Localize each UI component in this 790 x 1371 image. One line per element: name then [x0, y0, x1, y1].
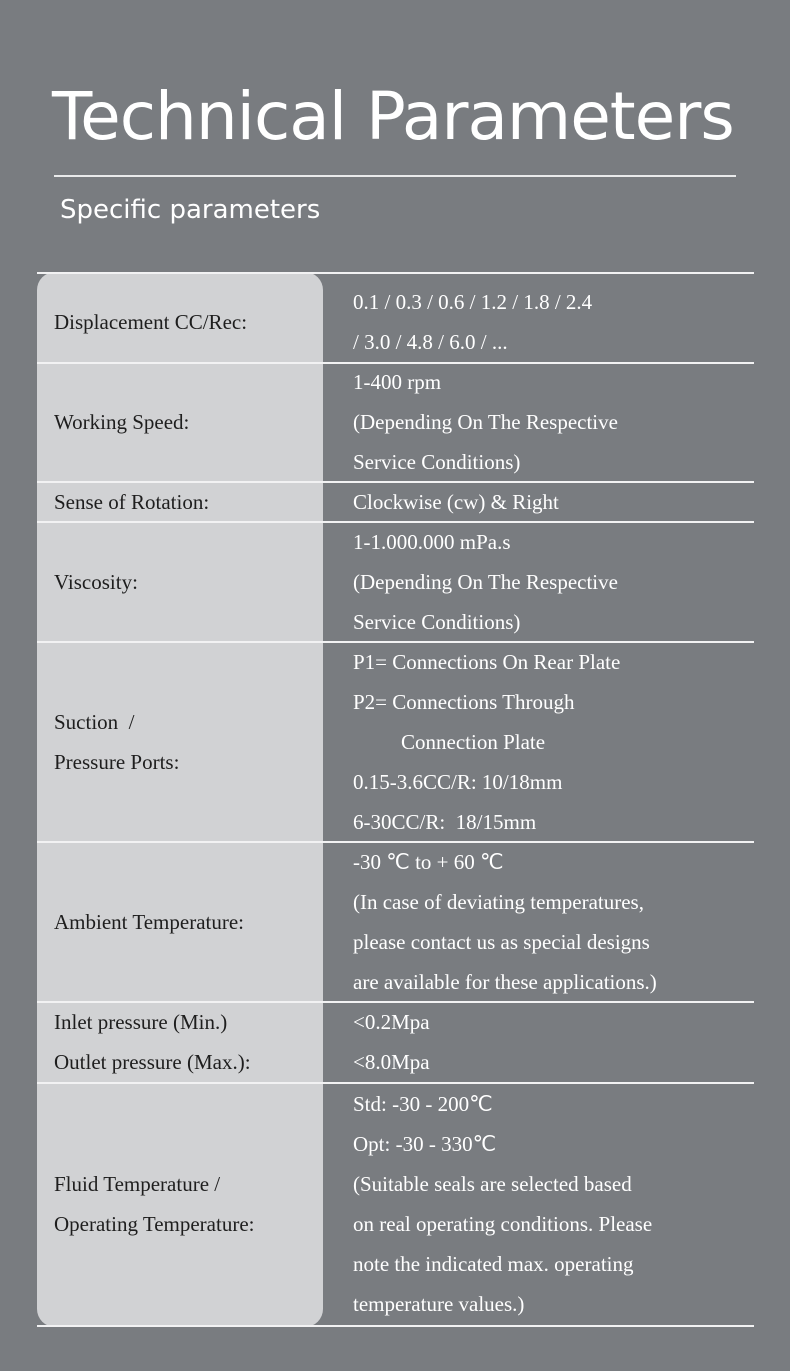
param-label: [54, 1002, 251, 1082]
param-value-line: note the indicated max. operating: [353, 1252, 634, 1276]
param-value-line: (Suitable seals are selected based: [353, 1172, 632, 1196]
param-row-sense-of-rotation: [37, 482, 754, 522]
param-value-line: 1-400 rpm: [353, 370, 442, 394]
param-row-ambient-temperature: [37, 842, 754, 1002]
param-label-line: Ambient Temperature:: [54, 910, 244, 934]
param-label: [54, 1082, 254, 1326]
param-row-fluid-temperature: [37, 1082, 754, 1326]
table-bottom-rule: [37, 1325, 754, 1327]
param-value: [353, 642, 620, 842]
param-label-line: Viscosity:: [54, 570, 138, 594]
section-subtitle: Specific parameters: [60, 195, 321, 225]
param-value-line: please contact us as special designs: [353, 930, 650, 954]
param-value: [353, 282, 592, 362]
param-value: [353, 522, 618, 642]
param-value: [353, 482, 559, 522]
param-value-line: P1= Connections On Rear Plate: [353, 650, 621, 674]
param-value-line: (Depending On The Respective: [353, 410, 618, 434]
param-value: [353, 1082, 652, 1326]
param-row-displacement: [37, 282, 754, 362]
param-value-line: P2= Connections Through: [353, 690, 575, 714]
param-value-line: (In case of deviating temperatures,: [353, 890, 644, 914]
param-value-line: are available for these applications.): [353, 970, 657, 994]
param-label-line: Outlet pressure (Max.):: [54, 1050, 251, 1074]
param-value-line: on real operating conditions. Please: [353, 1212, 653, 1236]
param-value-line: 0.1 / 0.3 / 0.6 / 1.2 / 1.8 / 2.4: [353, 290, 593, 314]
param-label-line: Inlet pressure (Min.): [54, 1010, 228, 1034]
param-row-suction-pressure-ports: [37, 642, 754, 842]
param-value: [353, 362, 618, 482]
param-value-line: Std: -30 - 200℃: [353, 1092, 493, 1116]
param-label-line: Working Speed:: [54, 410, 190, 434]
param-value-line: Connection Plate: [401, 730, 546, 754]
param-value-line: 0.15-3.6CC/R: 10/18mm: [353, 770, 563, 794]
param-value-line: <8.0Mpa: [353, 1050, 430, 1074]
param-row-working-speed: [37, 362, 754, 482]
param-value-line: (Depending On The Respective: [353, 570, 618, 594]
param-label: [54, 362, 189, 482]
param-value: [353, 1002, 430, 1082]
page-title: Technical Parameters: [52, 78, 734, 155]
param-label-line: Operating Temperature:: [54, 1212, 255, 1236]
title-divider: [54, 175, 736, 177]
param-label-line: Pressure Ports:: [54, 750, 180, 774]
param-value-line: temperature values.): [353, 1292, 525, 1316]
param-row-viscosity: [37, 522, 754, 642]
param-value-line: Clockwise (cw) & Right: [353, 490, 559, 514]
table-top-rule: [37, 272, 754, 274]
param-label: [54, 842, 244, 1002]
param-value-line: Service Conditions): [353, 610, 521, 634]
param-value-line: / 3.0 / 4.8 / 6.0 / ...: [353, 330, 508, 354]
param-label: [54, 482, 209, 522]
param-label-line: Fluid Temperature /: [54, 1172, 221, 1196]
param-value-line: 6-30CC/R: 18/15mm: [353, 810, 537, 834]
param-label: [54, 642, 179, 842]
param-label-line: Displacement CC/Rec:: [54, 310, 248, 334]
param-value-line: <0.2Mpa: [353, 1010, 430, 1034]
param-value-line: Service Conditions): [353, 450, 521, 474]
param-value-line: 1-1.000.000 mPa.s: [353, 530, 511, 554]
param-label-line: Sense of Rotation:: [54, 490, 210, 514]
param-value: [353, 842, 657, 1002]
param-value-line: -30 ℃ to + 60 ℃: [353, 850, 504, 874]
param-value-line: Opt: -30 - 330℃: [353, 1132, 497, 1156]
param-label: [54, 522, 138, 642]
param-label-line: Suction /: [54, 710, 135, 734]
param-row-inlet-outlet-pressure: [37, 1002, 754, 1082]
param-label: [54, 282, 247, 362]
